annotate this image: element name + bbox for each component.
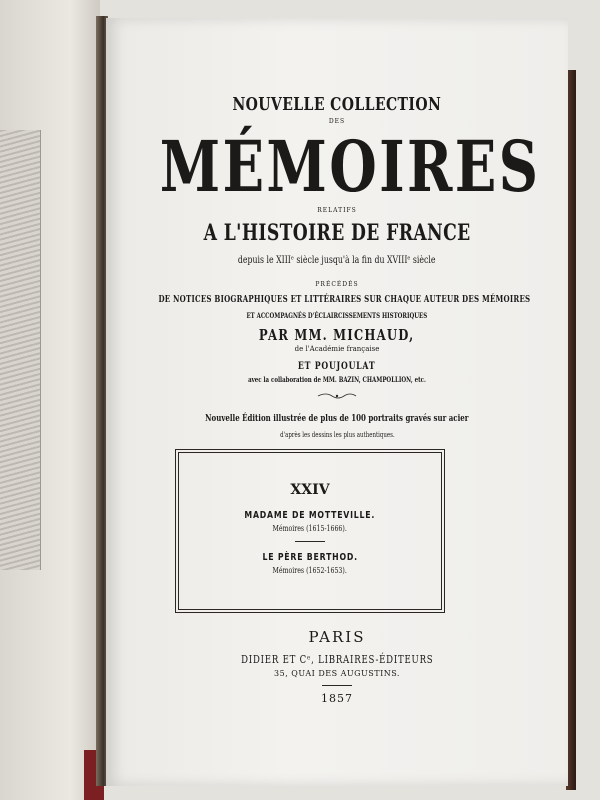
volume-box (178, 452, 442, 610)
ornament-icon (316, 392, 358, 400)
des-label: DES (328, 118, 346, 125)
volume-entry-author: MADAME DE MOTTEVILLE. (244, 510, 376, 521)
imprint-divider (322, 685, 352, 686)
collaboration-text: avec la collaboration de MM. BAZIN, CHAMPOLLION, etc. (248, 375, 426, 384)
edition-text: Nouvelle Édition illustrée de plus de 100 portraits gravés sur acier (205, 414, 469, 424)
main-title: MÉMOIRES (159, 125, 541, 208)
imprint-city: PARIS (308, 628, 366, 646)
volume-divider (295, 541, 325, 542)
volume-entry-detail: Mémoires (1652-1653). (272, 566, 348, 575)
precedes-label: PRÉCÉDÉS (315, 281, 359, 288)
academie-text: de l'Académie française (294, 345, 380, 353)
volume-entry-detail: Mémoires (1615-1666). (272, 524, 348, 533)
frontispiece-engraving (0, 130, 41, 570)
period-text: depuis le XIIIᵉ siècle jusqu'à la fin du XVIIIᵉ siècle (238, 255, 436, 266)
accompagnes-text: ET ACCOMPAGNÉS D'ÉCLAIRCISSEMENTS HISTORIQUES (246, 311, 428, 320)
edition-sub-text: d'après les dessins les plus authentiques. (279, 431, 395, 439)
title-page (106, 18, 568, 786)
collection-heading: NOUVELLE COLLECTION (232, 94, 442, 115)
imprint-publisher: DIDIER ET Cᵉ, LIBRAIRES-ÉDITEURS (240, 653, 434, 666)
authors-text: PAR MM. MICHAUD, (259, 326, 415, 344)
volume-number: XXIV (290, 482, 330, 498)
coauthor-text: ET POUJOULAT (298, 361, 376, 372)
relatifs-label: RELATIFS (317, 207, 357, 214)
imprint-year: 1857 (321, 692, 353, 705)
left-page (0, 0, 100, 800)
notices-text: DE NOTICES BIOGRAPHIQUES ET LITTÉRAIRES SUR CHAQUE AUTEUR DES MÉMOIRES (158, 295, 531, 305)
volume-entry-author: LE PÈRE BERTHOD. (262, 552, 358, 563)
subject-heading: A L'HISTOIRE DE FRANCE (203, 220, 471, 246)
imprint-address: 35, QUAI DES AUGUSTINS. (274, 669, 400, 678)
